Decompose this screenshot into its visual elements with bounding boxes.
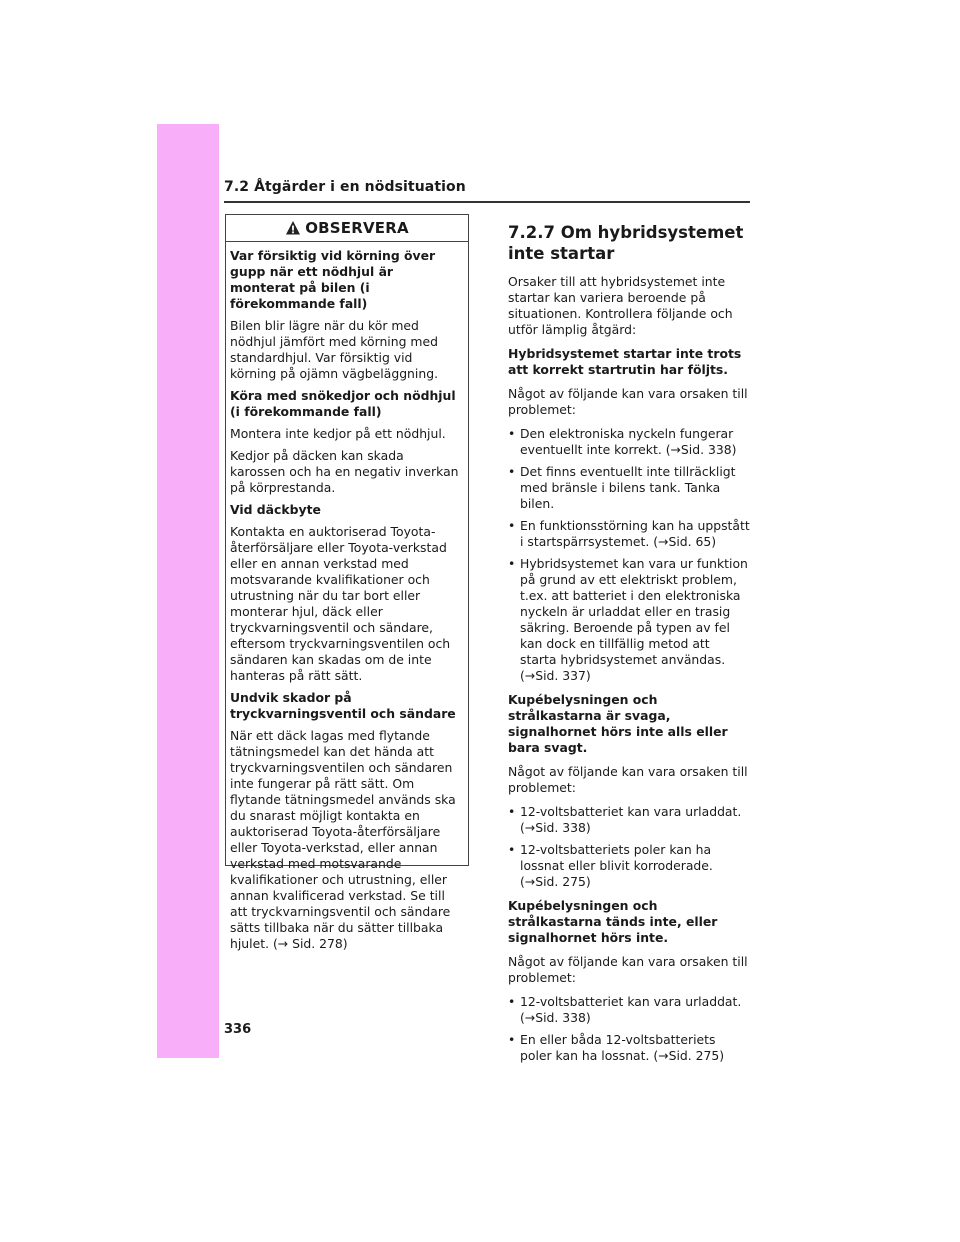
- list-item: • 12-voltsbatteriets poler kan ha lossnat eller blivit korroderade. (→Sid. 275): [508, 842, 750, 890]
- warning-paragraph: Bilen blir lägre när du kör med nödhjul jämfört med körning med standardhjul. Var försiktig vid körning på ojämn vägbeläggning.: [230, 318, 439, 381]
- list-item: • En eller båda 12-voltsbatteriets poler kan ha lossnat. (→Sid. 275): [508, 1032, 750, 1064]
- warning-box: [225, 214, 469, 951]
- warning-heading: Köra med snökedjor och nödhjul (i förekommande fall): [230, 388, 456, 419]
- list-item: • Det finns eventuellt inte tillräckligt med bränsle i bilens tank. Tanka bilen.: [508, 464, 750, 512]
- bullet-list: [508, 426, 750, 684]
- warning-header: [226, 215, 468, 242]
- page-title: 7.2.7 Om hybridsystemet inte startar: [508, 223, 744, 263]
- bullet-list: [508, 804, 750, 890]
- warning-body: [226, 242, 468, 952]
- list-item: • En funktionsstörning kan ha uppstått i startspärrsystemet. (→Sid. 65): [508, 518, 750, 550]
- list-item: • Hybridsystemet kan vara ur funktion på grund av ett elektriskt problem, t.ex. att batteriet i den elektroniska nyckeln är urladdat eller en trasig säkring. Beroende på typen av fel kan dock en tillfällig metod att starta hybridsystemet användas. (→Sid. 337): [508, 556, 750, 684]
- subsection-heading: Hybridsystemet startar inte trots att korrekt startrutin har följts.: [508, 346, 742, 377]
- list-item: • 12-voltsbatteriet kan vara urladdat. (→Sid. 338): [508, 804, 750, 836]
- section-header: 7.2 Åtgärder i en nödsituation: [224, 179, 466, 195]
- warning-triangle-icon: [285, 220, 301, 236]
- warning-paragraph: Kedjor på däcken kan skada karossen och ha en negativ inverkan på körprestanda.: [230, 448, 459, 495]
- subsection-lead: Något av följande kan vara orsaken till problemet:: [508, 386, 748, 417]
- warning-heading: Vid däckbyte: [230, 502, 321, 517]
- main-content: [508, 222, 750, 1072]
- subsection-heading: Kupébelysningen och strålkastarna är svaga, signalhornet hörs inte alls eller bara svagt.: [508, 692, 728, 755]
- warning-paragraph: Montera inte kedjor på ett nödhjul.: [230, 426, 446, 441]
- subsection-heading: Kupébelysningen och strålkastarna tänds inte, eller signalhornet hörs inte.: [508, 898, 718, 945]
- list-item: • Den elektroniska nyckeln fungerar eventuellt inte korrekt. (→Sid. 338): [508, 426, 750, 458]
- page-number: 336: [224, 1022, 252, 1037]
- warning-paragraph: Kontakta en auktoriserad Toyota-återförsäljare eller Toyota-verkstad eller en annan verkstad med motsvarande kvalifikationer och utrustning när du tar bort eller monterar hjul, däck eller tryckvarningsventil och sändare, eftersom tryckvarningsventilen och sändaren kan skadas om de inte hanteras på rätt sätt.: [230, 524, 451, 683]
- subsection-lead: Något av följande kan vara orsaken till problemet:: [508, 954, 748, 985]
- warning-title: OBSERVERA: [305, 219, 409, 237]
- subsection-lead: Något av följande kan vara orsaken till problemet:: [508, 764, 748, 795]
- intro-paragraph: Orsaker till att hybridsystemet inte startar kan variera beroende på situationen. Kontrollera följande och utför lämplig åtgärd:: [508, 274, 733, 337]
- list-item: • 12-voltsbatteriet kan vara urladdat. (→Sid. 338): [508, 994, 750, 1026]
- warning-paragraph: När ett däck lagas med flytande tätningsmedel kan det hända att tryckvarningsventilen och sändaren inte fungerar på rätt sätt. Om flytande tätningsmedel används ska du snarast möjligt kontakta en auktoriserad Toyota-återförsäljare eller Toyota-verkstad, eller annan verkstad med motsvarande kvalifikationer och utrustning, eller annan kvalificerad verkstad. Se till att tryckvarningsventil och sändare sätts tillbaka när du sätter tillbaka hjulet. (→ Sid. 278): [230, 728, 456, 951]
- chapter-tab-bar: [157, 124, 219, 1058]
- header-divider: [224, 201, 750, 203]
- warning-heading: Var försiktig vid körning över gupp när ett nödhjul är monterat på bilen (i förekommande fall): [230, 248, 436, 311]
- bullet-list: [508, 994, 750, 1064]
- warning-heading: Undvik skador på tryckvarningsventil och sändare: [230, 690, 456, 721]
